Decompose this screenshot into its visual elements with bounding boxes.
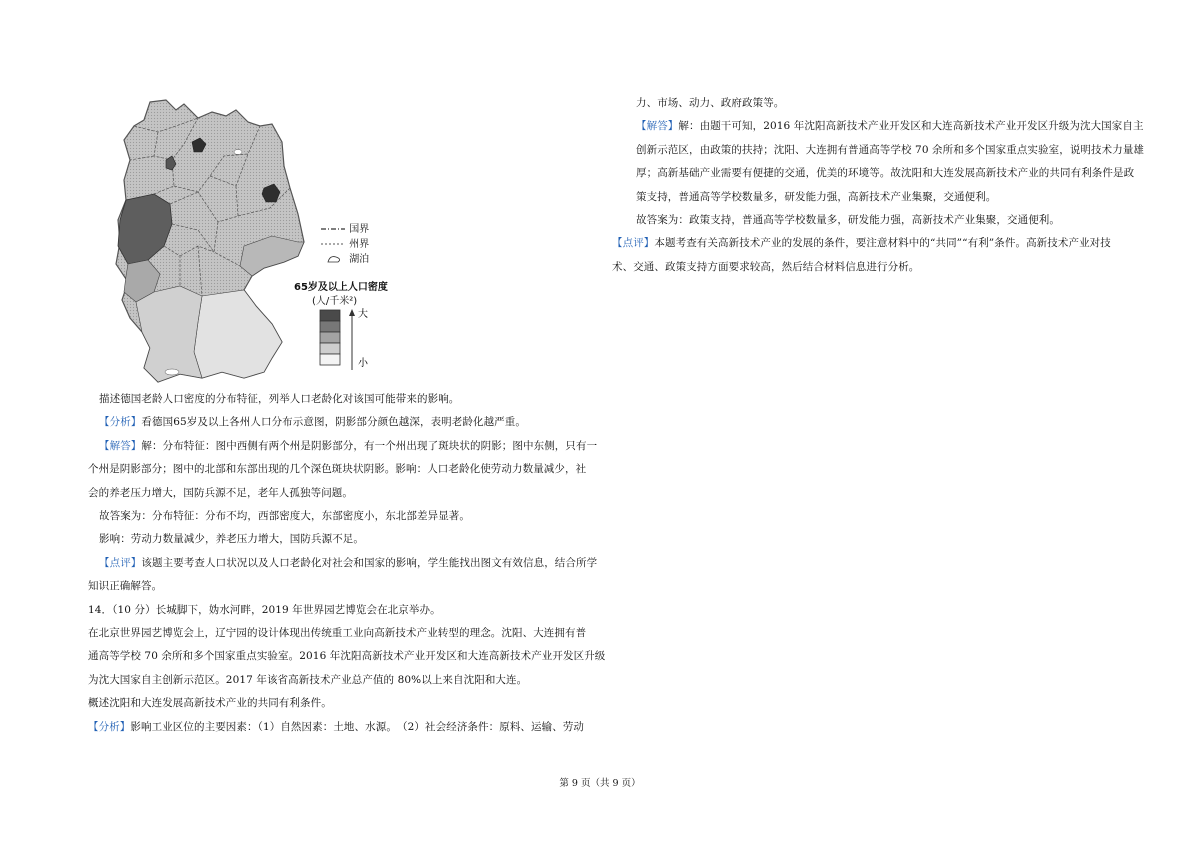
q13-final-impact: 影响：劳动力数量减少，养老压力增大，国防兵源不足。 xyxy=(99,533,364,546)
legend-density-unit: (人/千米²) xyxy=(312,296,358,307)
comment-tag: 【点评】 xyxy=(612,237,655,250)
legend-lake: 湖泊 xyxy=(320,250,369,265)
page-footer: 第 9 页（共 9 页） xyxy=(559,778,641,789)
scale-arrow-head xyxy=(349,309,355,316)
scale-high-label: 大 xyxy=(358,309,368,320)
q14-analysis-line: 力、市场、动力、政府政策等。 xyxy=(636,97,785,109)
germany-map xyxy=(114,96,324,386)
legend-national-border: 国界 xyxy=(320,220,369,235)
answer-tag: 【解答】 xyxy=(99,439,142,452)
analysis-tag: 【分析】 xyxy=(99,416,142,429)
answer-tag: 【解答】 xyxy=(636,120,679,133)
q14-answer-line: 厚；高新基础产业需要有便捷的交通，优美的环境等。故沈阳和大连发展高新技术产业的共同有利条件是政 xyxy=(636,167,1135,180)
q13-final-answer: 故答案为：分布特征：分布不均，西部密度大，东部密度小，东北部差异显著。 xyxy=(99,510,470,523)
lake-icon xyxy=(320,254,346,264)
density-scale xyxy=(316,308,396,370)
density-shade-box xyxy=(320,343,340,354)
q14-answer-line: 创新示范区，由政策的扶持；沈阳、大连拥有普通高等学校 70 余所和多个国家重点实验室，说明技术力量雄 xyxy=(636,143,1145,156)
q14-comment-line: 术、交通、政策支持方面要求较高，然后结合材料信息进行分析。 xyxy=(612,260,920,273)
comment-tag: 【点评】 xyxy=(99,556,142,569)
q13-analysis: 【分析】看德国65岁及以上各州人口分布示意图，阴影部分颜色越深，表明老龄化越严重。 xyxy=(99,416,526,429)
density-shade-box xyxy=(320,332,340,343)
q14-header: 14．（10 分）长城脚下，妫水河畔，2019 年世界园艺博览会在北京举办。 xyxy=(88,603,441,616)
state-border-icon xyxy=(320,239,346,249)
legend-state-border: 州界 xyxy=(320,235,369,250)
q14-question: 概述沈阳和大连发展高新技术产业的共同有利条件。 xyxy=(88,697,332,710)
q14-answer-line: 【解答】解：由题干可知，2016 年沈阳高新技术产业开发区和大连高新技术产业开发区升级为沈大国家自主 xyxy=(636,120,1144,133)
lake-south xyxy=(165,369,179,375)
q14-comment: 【点评】本题考查有关高新技术产业的发展的条件，要注意材料中的“共同”“有利”条件。高新技术产业对技 xyxy=(612,237,1111,250)
q13-comment-line: 知识正确解答。 xyxy=(88,580,163,593)
density-shade-box xyxy=(320,310,340,321)
q13-comment: 【点评】该题主要考查人口状况以及人口老龄化对社会和国家的影响，学生能找出图文有效信息，结合所学 xyxy=(99,556,598,569)
q13-block xyxy=(88,388,598,599)
q14-analysis: 【分析】影响工业区位的主要因素：（1）自然因素：土地、水源。 （2）社会经济条件：原料、运输、劳动 xyxy=(88,720,585,733)
scale-low-label: 小 xyxy=(358,358,368,369)
right-column xyxy=(612,92,1145,279)
national-border-icon xyxy=(320,224,346,234)
analysis-tag: 【分析】 xyxy=(88,720,131,733)
q14-material-line: 通高等学校 70 余所和多个国家重点实验室。2016 年沈阳高新技术产业开发区和大连高新技术产业开发区升级 xyxy=(88,650,606,663)
density-shade-box xyxy=(320,354,340,365)
q14-material-line: 为沈大国家自主创新示范区。2017 年该省高新技术产业总产值的 80%以上来自沈阳和大连。 xyxy=(88,673,528,686)
lake-north xyxy=(234,150,242,155)
q14-answer-line: 策支持，普通高等学校数量多，研发能力强，高新技术产业集聚，交通便利。 xyxy=(636,190,997,203)
q13-question: 描述德国老龄人口密度的分布特征，列举人口老龄化对该国可能带来的影响。 xyxy=(99,393,460,405)
q14-final-answer: 故答案为：政策支持，普通高等学校数量多，研发能力强，高新技术产业集聚，交通便利。 xyxy=(636,214,1060,227)
left-column xyxy=(88,92,606,739)
density-shade-box xyxy=(320,321,340,332)
germany-map-figure xyxy=(88,92,593,388)
q13-answer-line: 会的养老压力增大，国防兵源不足，老年人孤独等问题。 xyxy=(88,486,353,499)
q13-answer-line: 个州是阴影部分；图中的北部和东部出现的几个深色斑块状阴影。影响：人口老龄化使劳动力数量减少，社 xyxy=(88,463,587,476)
q14-material-line: 在北京世界园艺博览会上，辽宁园的设计体现出传统重工业向高新技术产业转型的理念。沈阳、大连拥有普 xyxy=(88,627,587,640)
q14-block xyxy=(88,599,606,739)
density-shade-boxes xyxy=(320,310,340,365)
q13-answer-line: 【解答】解：分布特征：图中西侧有两个州是阴影部分，有一个州出现了斑块状的阴影；图中东侧，只有一 xyxy=(99,439,598,452)
state-southwest-bw xyxy=(136,286,202,382)
legend-density-title: 65岁及以上人口密度 xyxy=(294,282,388,293)
